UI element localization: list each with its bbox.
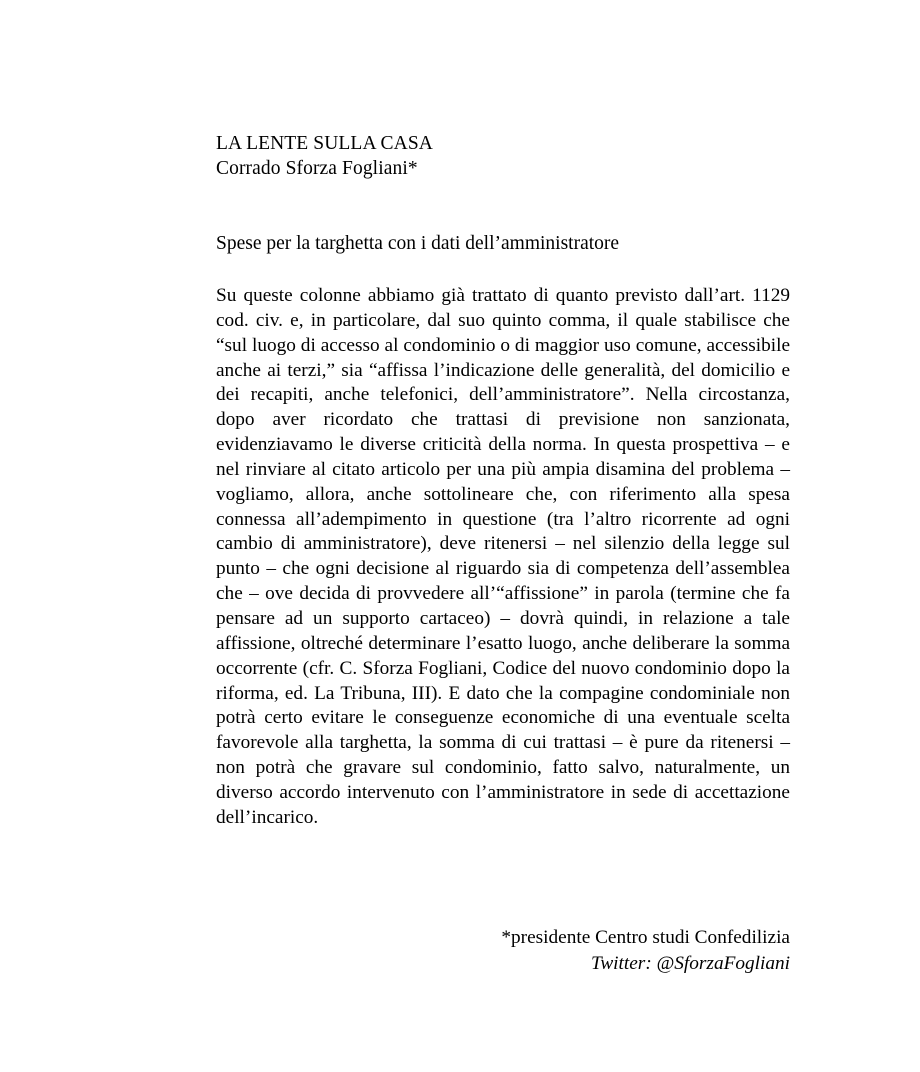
- masthead: [216, 131, 790, 181]
- author-social-handle: Twitter: @SforzaFogliani: [591, 952, 790, 974]
- column-title: LA LENTE SULLA CASA: [216, 133, 433, 154]
- article-subtitle: Spese per la targhetta con i dati dell’amministratore: [216, 233, 620, 254]
- article-body: [216, 284, 790, 831]
- signature-block: [216, 925, 790, 976]
- document-page: [216, 0, 790, 1072]
- author-role: *presidente Centro studi Confedilizia: [501, 927, 790, 948]
- body-paragraph: Su queste colonne abbiamo già trattato di quanto previsto dall’art. 1129 cod. civ. e, in particolare, dal suo quinto comma, il quale stabilisce che “sul luogo di accesso al condominio o di maggior uso comune, accessibile anche ai terzi,” sia “affissa l’indicazione delle generalità, del domicilio e dei recapiti, anche telefonici, dell’amministratore”. Nella circostanza, dopo aver ricordato che trattasi di previsione non sanzionata, evidenziavamo le diverse criticità della norma. In questa prospettiva – e nel rinviare al citato articolo per una più ampia disamina del problema – vogliamo, allora, anche sottolineare che, con riferimento alla spesa connessa all’adempimento in questione (tra l’altro ricorrente ad ogni cambio di amministratore), deve ritenersi – nel silenzio della legge sul punto – che ogni decisione al riguardo sia di competenza dell’assemblea che – ove decida di provvedere all’“affissione” in parola (termine che fa pensare ad un supporto cartaceo) – dovrà quindi, in relazione a tale affissione, oltreché determinare l’esatto luogo, anche deliberare la somma occorrente (cfr. C. Sforza Fogliani, Codice del nuovo condominio dopo la riforma, ed. La Tribuna, III). E dato che la compagine condominiale non potrà certo evitare le conseguenze economiche di una eventuale scelta favorevole alla targhetta, la somma di cui trattasi – è pure da ritenersi – non potrà che gravare sul condominio, fatto salvo, naturalmente, un diverso accordo intervenuto con l’amministratore in sede di accettazione dell’incarico.: [216, 285, 790, 828]
- author-byline: Corrado Sforza Fogliani*: [216, 158, 418, 179]
